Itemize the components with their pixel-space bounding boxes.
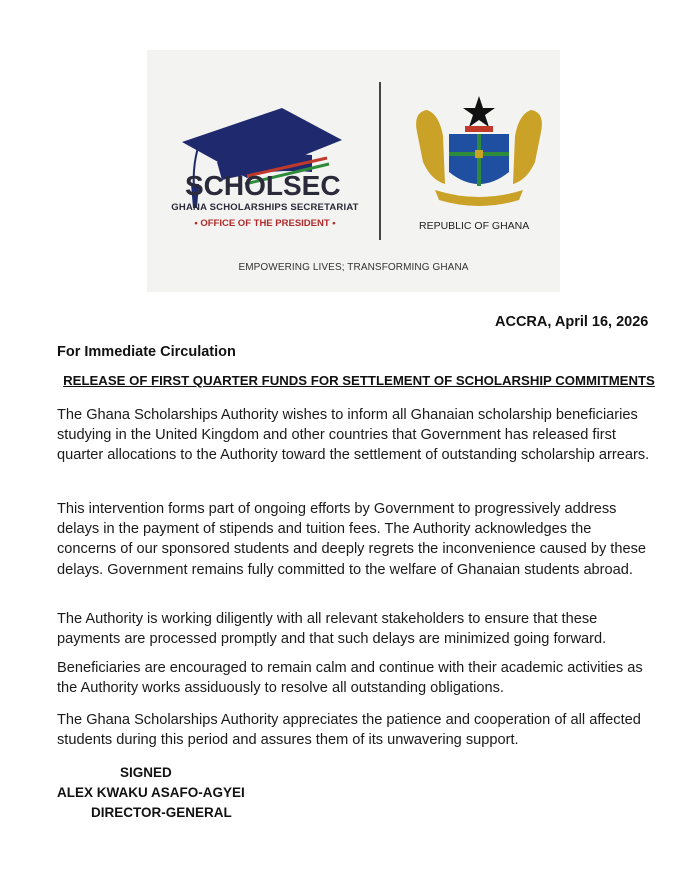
- circulation-label: For Immediate Circulation: [57, 344, 236, 360]
- paragraph-3: The Authority is working diligently with all relevant stakeholders to ensure that these payments are processed promptly and that such delays are minimized going forward.: [57, 611, 607, 648]
- republic-label: REPUBLIC OF GHANA: [419, 220, 530, 232]
- signatory-name: ALEX KWAKU ASAFO-AGYEI: [57, 785, 245, 800]
- paragraph-2: This intervention forms part of ongoing efforts by Government to progressively address delays in the payment of stipends and tuition fees. The Authority acknowledges the concerns of our sponsored students and deeply regrets the inconvenience caused by these delays. Government remains fully committed to the welfare of Ghanaian students abroad.: [57, 501, 646, 578]
- coat-of-arms-icon: [409, 92, 549, 212]
- paragraph-5: The Ghana Scholarships Authority appreciates the patience and cooperation of all affected students during this period and assures them of its unwavering support.: [57, 712, 641, 749]
- letterhead: [147, 50, 560, 292]
- headline: RELEASE OF FIRST QUARTER FUNDS FOR SETTLEMENT OF SCHOLARSHIP COMMITMENTS: [63, 373, 655, 388]
- paragraph-4: Beneficiaries are encouraged to remain calm and continue with their academic activities as the Authority works assiduously to resolve all outstanding obligations.: [57, 660, 643, 697]
- paragraph-1: The Ghana Scholarships Authority wishes to inform all Ghanaian scholarship beneficiaries studying in the United Kingdom and other countries that Government has released first quarter allocations to the Authority toward the settlement of outstanding scholarship arrears.: [57, 407, 650, 464]
- signed-label: SIGNED: [120, 765, 172, 780]
- org-office: • OFFICE OF THE PRESIDENT •: [194, 218, 336, 229]
- signatory-title: DIRECTOR-GENERAL: [91, 805, 232, 820]
- date-line: ACCRA, April 16, 2026: [495, 314, 649, 330]
- org-subtitle: GHANA SCHOLARSHIPS SECRETARIAT: [171, 202, 359, 213]
- org-name: SCHOLSEC: [185, 170, 341, 201]
- tagline: EMPOWERING LIVES; TRANSFORMING GHANA: [238, 262, 469, 273]
- divider: [379, 82, 381, 240]
